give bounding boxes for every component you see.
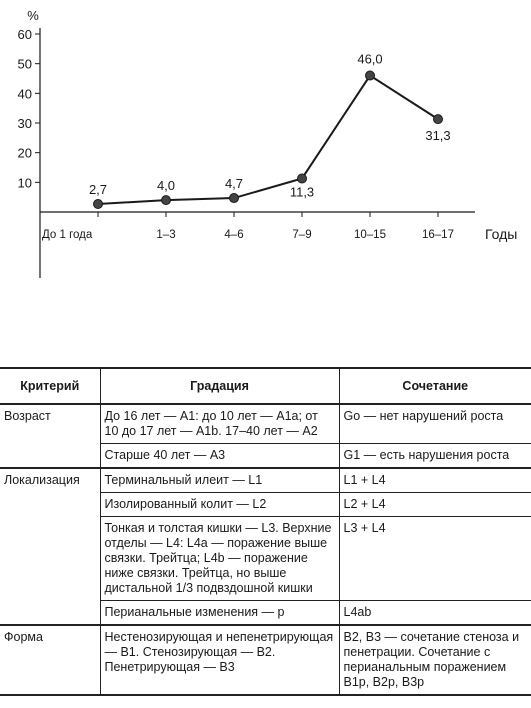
x-tick-label: 16–17	[422, 229, 454, 241]
combination-cell: L1 + L4	[339, 468, 531, 493]
y-tick-label: 20	[17, 145, 32, 161]
combination-cell: L2 + L4	[339, 493, 531, 517]
combination-cell: L3 + L4	[339, 517, 531, 601]
gradation-cell: До 16 лет — A1: до 10 лет — A1a; от 10 до 17 лет — A1b. 17–40 лет — A2	[100, 404, 339, 444]
data-point	[230, 194, 239, 203]
gradation-cell: Нестенозирующая и непенетрирующая — B1. Стенозирующая — B2. Пенетрирующая — B3	[100, 625, 339, 695]
x-tick-label: 4–6	[224, 229, 244, 241]
gradation-cell: Старше 40 лет — A3	[100, 444, 339, 469]
table-row	[0, 625, 531, 695]
y-tick-label: 50	[17, 56, 32, 72]
data-point	[298, 174, 307, 183]
data-label: 2,7	[88, 181, 108, 197]
y-tick-label: 10	[17, 175, 32, 191]
column-header: Сочетание	[339, 368, 531, 404]
chart-axes	[40, 28, 475, 278]
gradation-cell: Терминальный илеит — L1	[100, 468, 339, 493]
series-line	[98, 76, 438, 204]
classification-table	[0, 367, 531, 696]
table-row	[0, 404, 531, 444]
criterion-cell: Возраст	[0, 404, 100, 468]
data-point	[366, 71, 375, 80]
data-label: 4,0	[156, 178, 176, 194]
gradation-cell: Изолированный колит — L2	[100, 493, 339, 517]
y-tick-label: 30	[17, 116, 32, 131]
data-labels	[89, 52, 451, 200]
y-axis-label: %	[27, 8, 39, 23]
data-label: 46,0	[357, 51, 383, 67]
x-ticks	[42, 212, 454, 241]
combination-cell: L4ab	[339, 601, 531, 626]
column-header: Критерий	[0, 368, 100, 404]
x-tick-label: 1–3	[156, 229, 176, 241]
x-tick-label: 10–15	[354, 229, 386, 241]
combination-cell: B2, B3 — сочетание стеноза и пенетрации. Сочетание с перианальным поражением B1p, B2p, B3p	[339, 625, 531, 695]
x-axis-label: Годы	[485, 226, 518, 242]
criterion-cell: Локализация	[0, 468, 100, 625]
line-chart	[0, 0, 531, 300]
y-ticks	[18, 27, 40, 190]
data-label: 31,3	[425, 128, 451, 144]
x-tick-label: До 1 года	[42, 229, 93, 241]
table-header-row	[0, 368, 531, 404]
gradation-cell: Тонкая и толстая кишки — L3. Верхние отделы — L4: L4a — поражение выше связки. Трейтца; L4b — поражение ниже связки. Трейтца, но выше дистальной 1/3 подвздошной кишки	[100, 517, 339, 601]
data-label: 11,3	[289, 184, 315, 200]
data-point	[94, 199, 103, 208]
combination-cell: Go — нет нарушений роста	[339, 404, 531, 444]
data-point	[162, 196, 171, 205]
criterion-cell: Форма	[0, 625, 100, 695]
data-label: 4,7	[224, 176, 244, 192]
combination-cell: G1 — есть нарушения роста	[339, 444, 531, 469]
column-header: Градация	[100, 368, 339, 404]
data-point	[434, 115, 443, 124]
y-tick-label: 40	[17, 86, 32, 102]
table-row	[0, 468, 531, 493]
y-tick-label: 60	[17, 27, 32, 42]
x-tick-label: 7–9	[292, 229, 312, 241]
gradation-cell: Перианальные изменения — p	[100, 601, 339, 626]
